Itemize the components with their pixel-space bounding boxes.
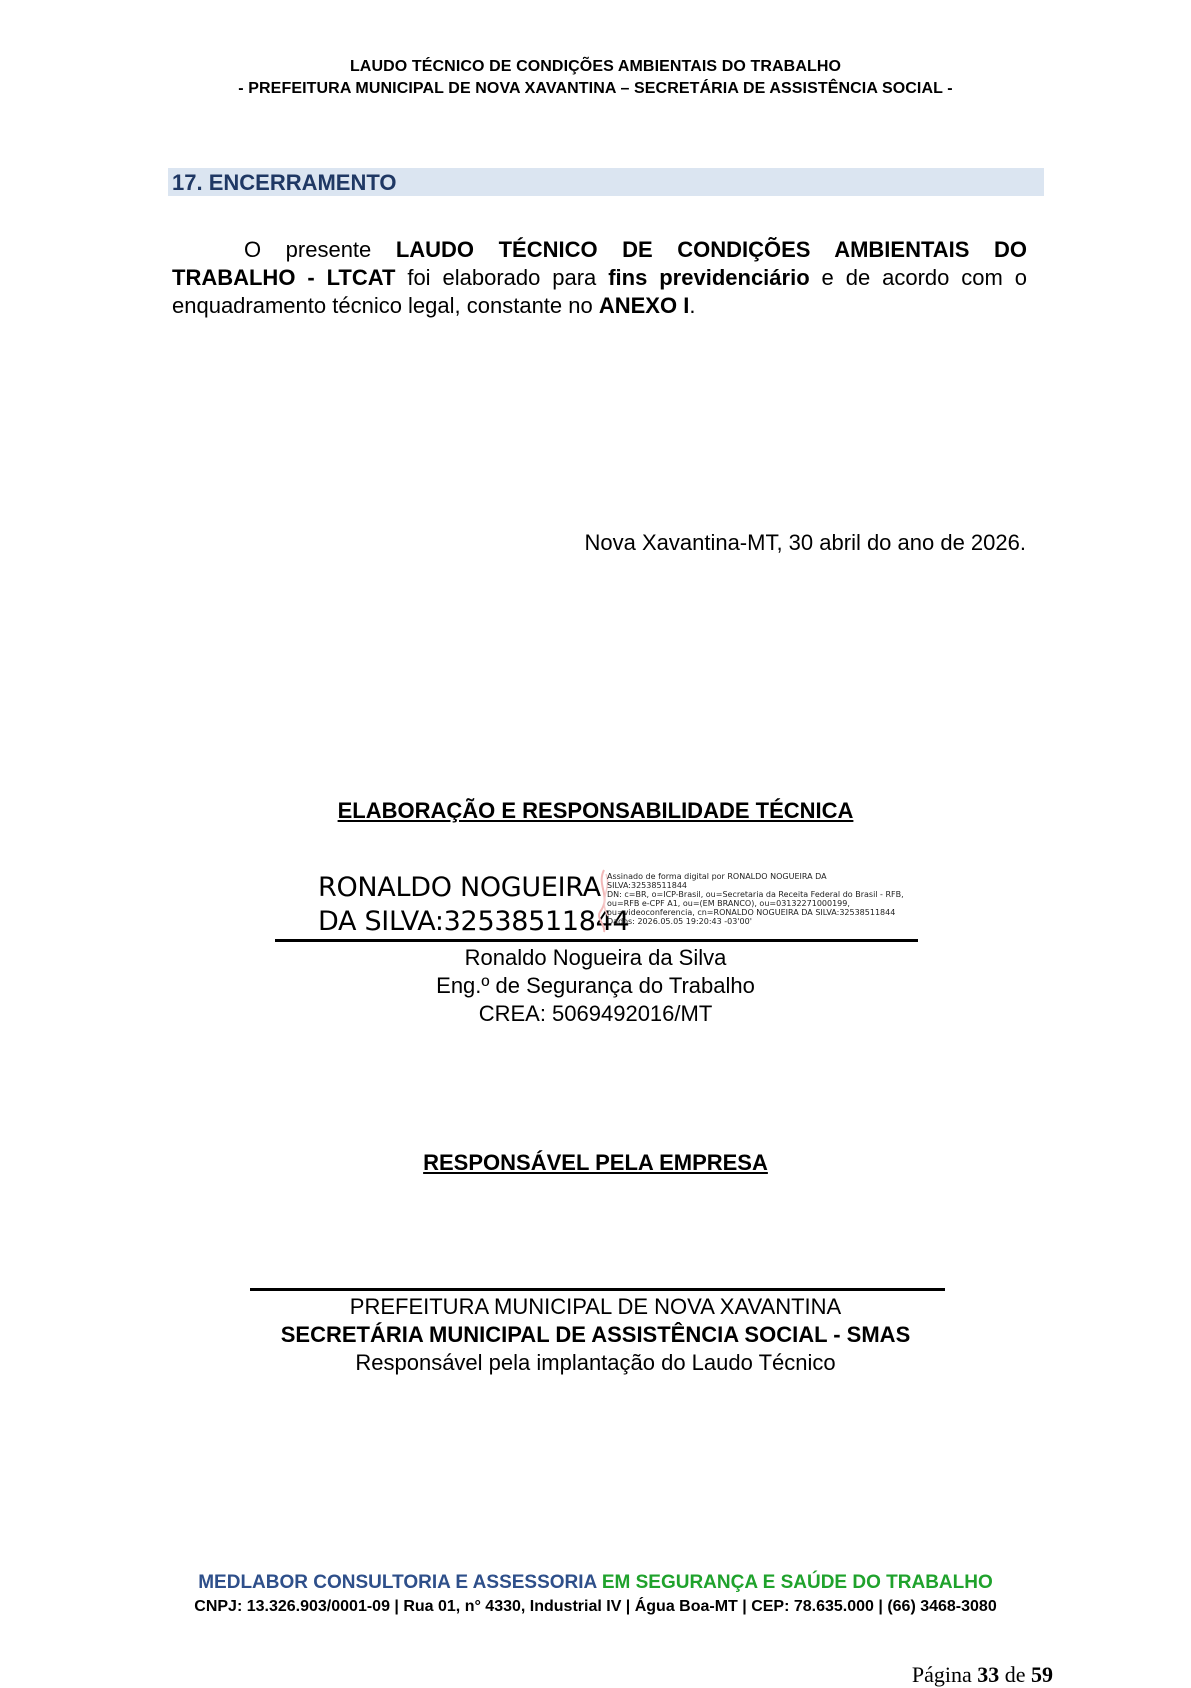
paragraph-bold-purpose: fins previdenciário (608, 265, 810, 290)
paragraph-text: foi elaborado para (395, 265, 609, 290)
company-line-1: PREFEITURA MUNICIPAL DE NOVA XAVANTINA (349, 1294, 842, 1319)
page-number (912, 1662, 1053, 1688)
digital-sig-line: Dados: 2026.05.05 19:20:43 -03'00' (607, 917, 752, 926)
digital-sig-line: ou=RFB e-CPF A1, ou=(EM BRANCO), ou=03132271000199, (607, 899, 850, 908)
signature-name-line-2: DA SILVA:32538511844 (318, 906, 630, 937)
technical-responsibility-title: ELABORAÇÃO E RESPONSABILIDADE TÉCNICA (337, 798, 854, 823)
company-line-2 (0, 1321, 1191, 1349)
header-line-2: - PREFEITURA MUNICIPAL DE NOVA XAVANTINA – SECRETÁRIA DE ASSISTÊNCIA SOCIAL - (238, 80, 953, 97)
digital-sig-line: Assinado de forma digital por RONALDO NOGUEIRA DA (607, 872, 827, 881)
date-line: Nova Xavantina-MT, 30 abril do ano de 2026. (584, 530, 1026, 555)
closing-paragraph (172, 236, 1027, 320)
footer-company-name: MEDLABOR CONSULTORIA E ASSESSORIA (198, 1572, 597, 1593)
paragraph-text: e de acordo com o enquadramento técnico legal, constante no (172, 265, 1027, 318)
digital-sig-line: SILVA:32538511844 (607, 881, 687, 890)
signature-name-line-1: RONALDO NOGUEIRA (318, 872, 601, 903)
paragraph-bold-title: LAUDO TÉCNICO DE CONDIÇÕES AMBIENTAIS DO TRABALHO - LTCAT (172, 237, 1028, 290)
digital-sig-line: DN: c=BR, o=ICP-Brasil, ou=Secretaria da Receita Federal do Brasil - RFB, (607, 890, 904, 899)
footer-address: CNPJ: 13.326.903/0001-09 | Rua 01, n° 4330, Industrial IV | Água Boa-MT | CEP: 78.635.000 | (66) 3468-3080 (194, 1598, 997, 1615)
technician-role: Eng.º de Segurança do Trabalho (436, 973, 755, 998)
page-label: Página (911, 1662, 972, 1687)
page-separator: de (1004, 1662, 1026, 1687)
company-line-3: Responsável pela implantação do Laudo Técnico (355, 1350, 836, 1375)
header-line-1: LAUDO TÉCNICO DE CONDIÇÕES AMBIENTAIS DO TRABALHO (349, 58, 842, 75)
footer-company-tagline: EM SEGURANÇA E SAÚDE DO TRABALHO (596, 1572, 993, 1593)
page-total: 59 (1031, 1662, 1053, 1687)
paragraph-text: . (689, 293, 696, 318)
technician-crea: CREA: 5069492016/MT (478, 1001, 713, 1026)
company-responsible-title: RESPONSÁVEL PELA EMPRESA (423, 1150, 768, 1175)
section-title: 17. ENCERRAMENTO (172, 170, 397, 195)
paragraph-text: O presente (244, 237, 396, 262)
paragraph-bold-annex: ANEXO I (598, 293, 690, 318)
technical-signature-line (275, 939, 918, 942)
company-signature-line (250, 1288, 945, 1291)
technician-name: Ronaldo Nogueira da Silva (464, 945, 727, 970)
company-department: SECRETÁRIA MUNICIPAL DE ASSISTÊNCIA SOCIAL - SMAS (280, 1322, 911, 1347)
digital-signature-details (607, 872, 907, 926)
digital-sig-line: ou=videoconferencia, cn=RONALDO NOGUEIRA DA SILVA:32538511844 (607, 908, 896, 917)
footer-company (0, 1572, 1191, 1594)
page-current: 33 (977, 1662, 1000, 1687)
